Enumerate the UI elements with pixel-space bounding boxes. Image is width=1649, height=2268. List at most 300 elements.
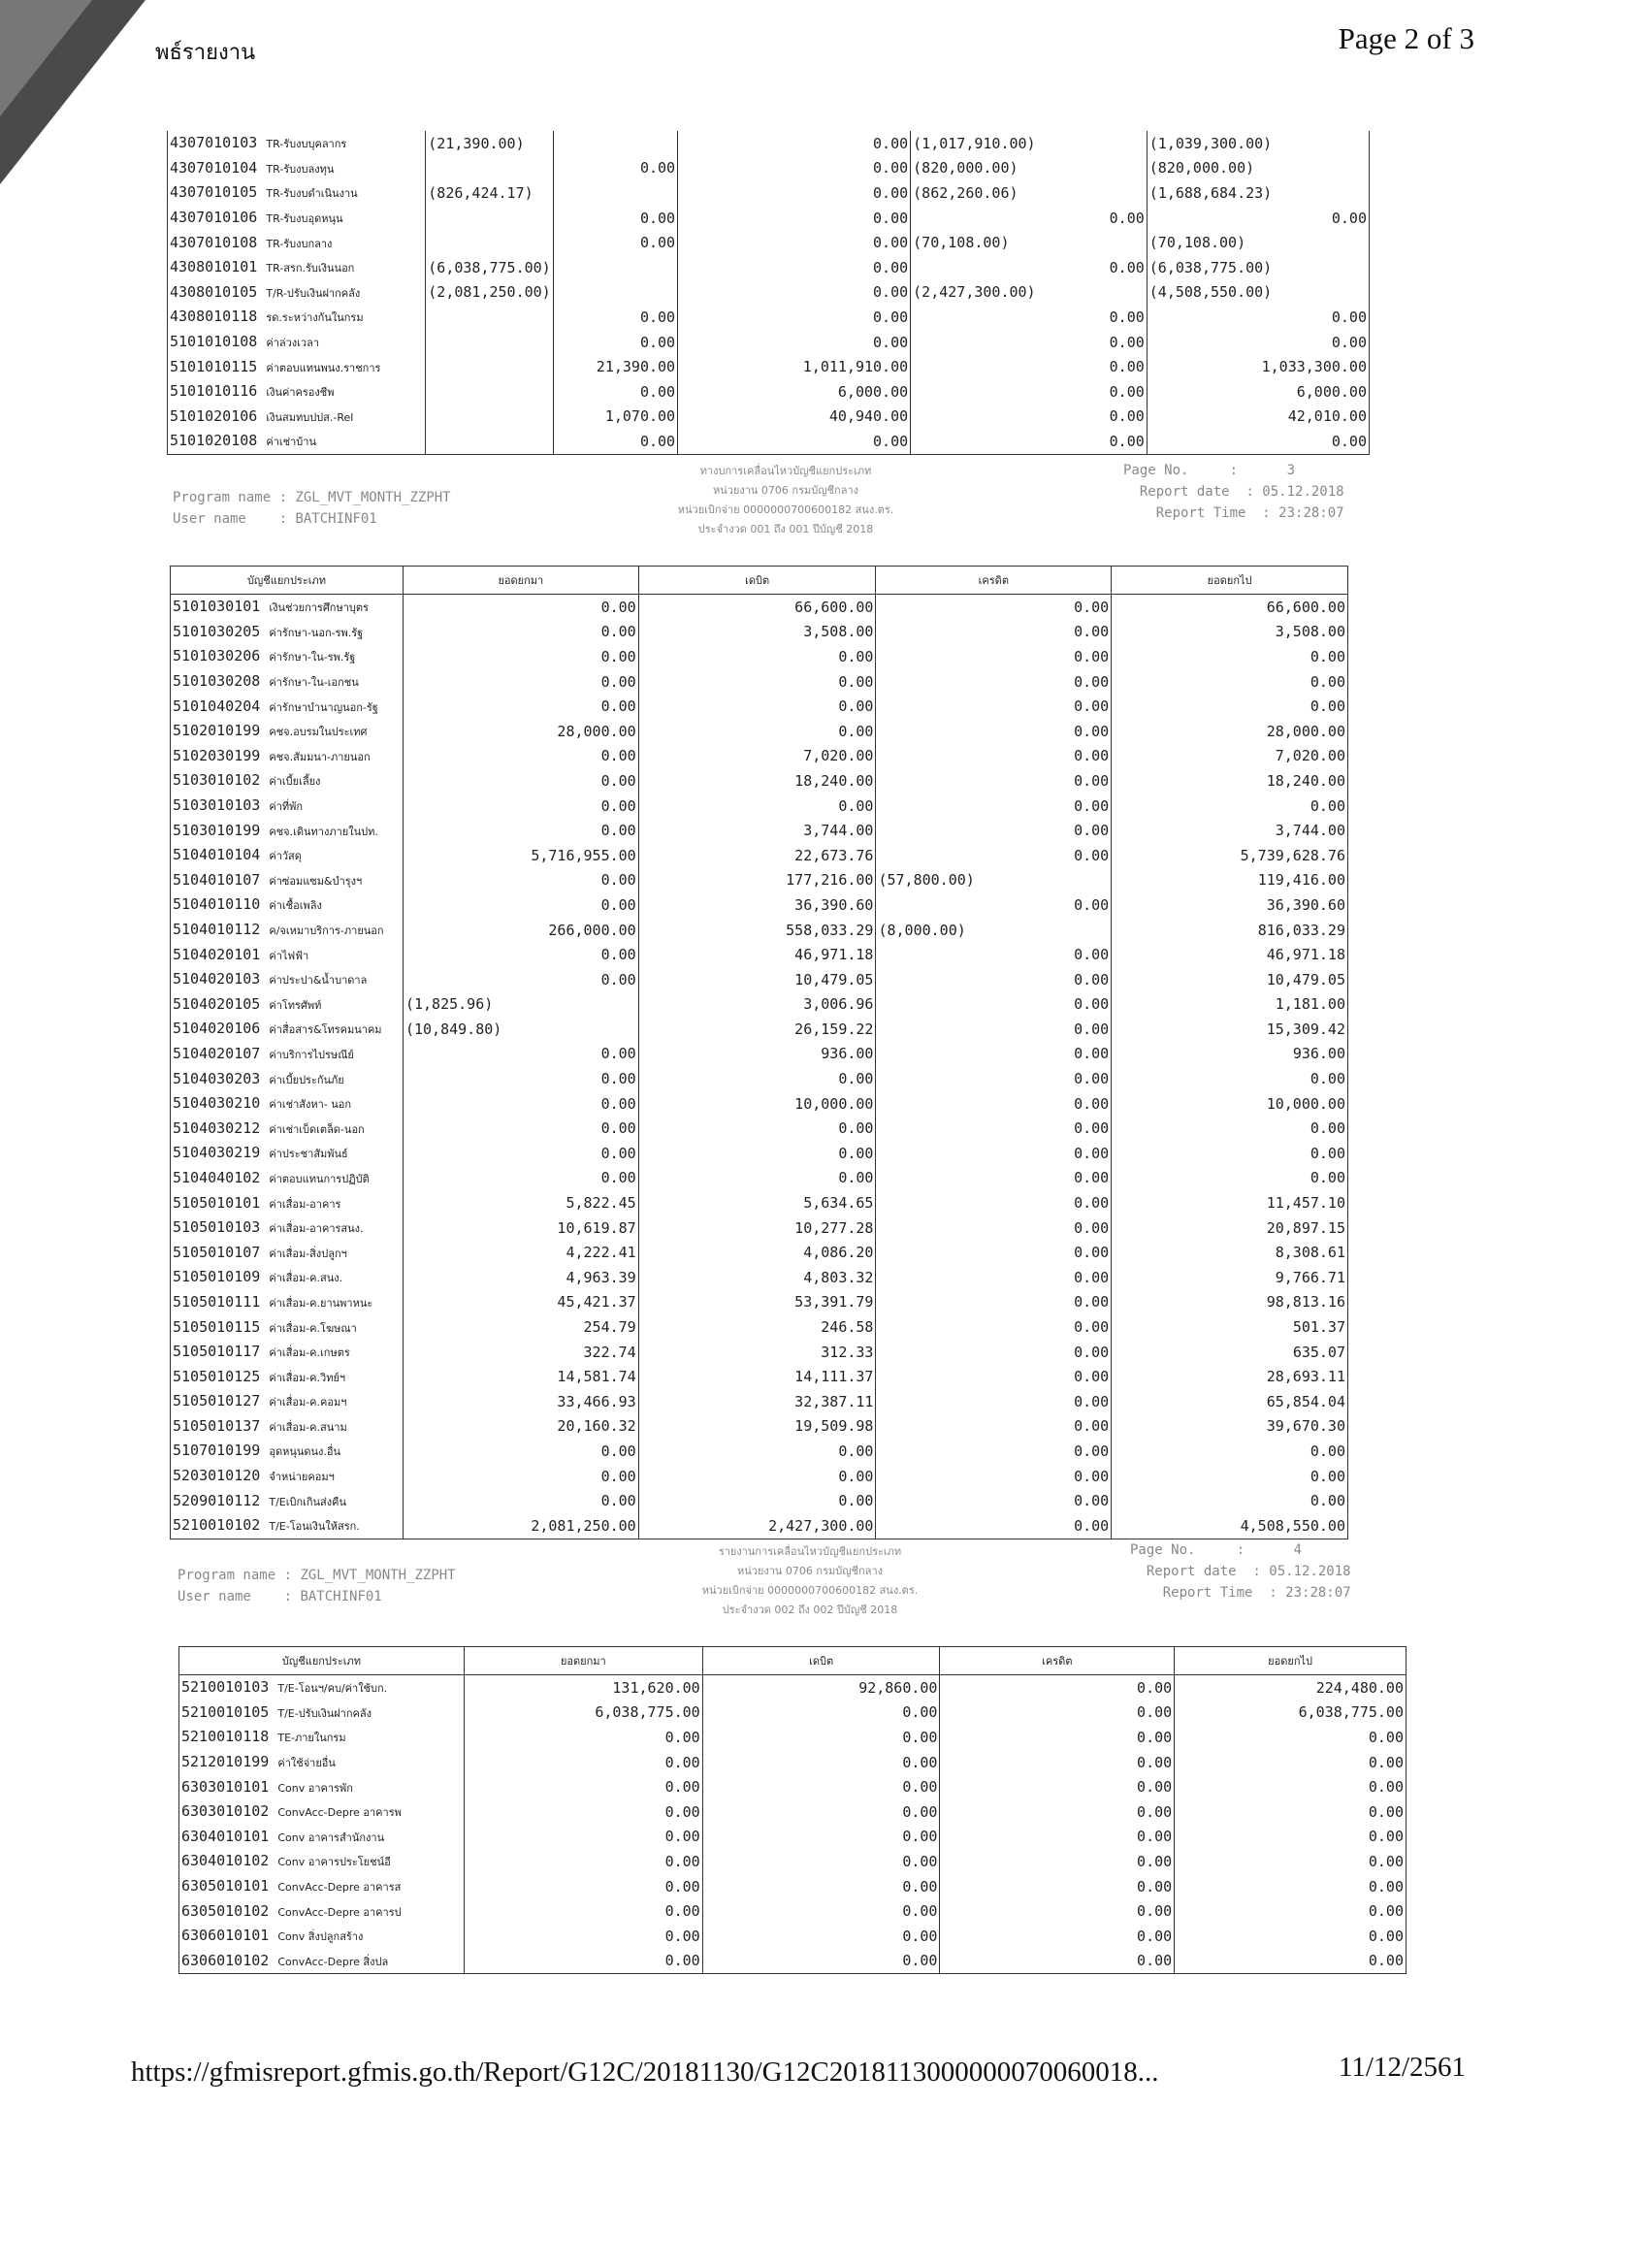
- debit-cell-value: 7,020.00: [803, 747, 874, 765]
- carried-forward-cell: [1112, 1364, 1348, 1389]
- credit-cell: [876, 942, 1112, 967]
- debit-cell-value: 0.00: [873, 234, 909, 252]
- account-code: 5105010137: [173, 1416, 261, 1435]
- account-name: ค่าซ่อมแซม&บำรุงฯ: [269, 874, 363, 888]
- carried-forward-cell: [1112, 1314, 1348, 1340]
- debit-cell-value: 0.00: [873, 134, 909, 152]
- balance-forward-cell: [403, 1141, 638, 1166]
- account-name: ค่าเสื่อม-ค.สนาม: [269, 1420, 347, 1434]
- table-row: [179, 1949, 1406, 1974]
- carried-forward-cell-value: 11,457.10: [1266, 1194, 1345, 1213]
- carried-forward-cell-value: (1,039,300.00): [1148, 134, 1273, 152]
- report-date-label: Report date: [1139, 484, 1230, 500]
- report-title: พธ์รายงาน: [155, 41, 256, 65]
- carried-forward-cell-value: 0.00: [1310, 796, 1345, 815]
- agency-line: หน่วยงาน 0706 กรมบัญชีกลาง: [736, 1565, 884, 1577]
- balance-forward-cell-value: 0.00: [639, 333, 676, 351]
- credit-cell-value: 0.00: [1074, 970, 1110, 988]
- debit-cell-value: 0.00: [838, 697, 874, 716]
- account-name: อุดหนุนดนง.อื่น: [269, 1445, 341, 1459]
- account-name: TR-รับงบกลาง: [266, 237, 333, 250]
- debit-cell: [702, 1874, 940, 1899]
- carried-forward-cell: [1147, 305, 1369, 330]
- carried-forward-cell: [1112, 1265, 1348, 1290]
- account-code: 5101030206: [173, 647, 261, 665]
- balance-forward-negative-cell: [426, 429, 553, 454]
- account-code: 5104010112: [173, 921, 261, 939]
- debit-cell: [702, 1924, 940, 1949]
- carried-forward-cell: [1175, 1799, 1406, 1825]
- table-row: [171, 1240, 1348, 1265]
- report-heading: ทางบการเคลื่อนไหวบัญชีแยกประเภท: [699, 465, 872, 477]
- debit-cell: [638, 1439, 876, 1464]
- account-name: ค่าเสื่อม-อาคารสนง.: [269, 1222, 364, 1236]
- carried-forward-cell: [1112, 967, 1348, 992]
- carried-forward-cell-value: 9,766.71: [1275, 1268, 1345, 1286]
- table-row: [171, 1190, 1348, 1215]
- debit-cell-value: 177,216.00: [786, 871, 874, 890]
- balance-forward-cell: [403, 1464, 638, 1489]
- debit-cell: [638, 967, 876, 992]
- debit-cell-value: 0.00: [902, 1778, 938, 1797]
- debit-cell: [678, 305, 911, 330]
- carried-forward-cell-value: 635.07: [1292, 1343, 1345, 1361]
- debit-cell-value: 0.00: [838, 1467, 874, 1485]
- debit-cell: [638, 1141, 876, 1166]
- carried-forward-cell: [1147, 131, 1369, 156]
- credit-cell: [876, 694, 1112, 719]
- table-row: [171, 868, 1348, 893]
- account-cell: [168, 230, 426, 255]
- account-name: ค่าล่วงเวลา: [266, 337, 320, 350]
- credit-cell: [940, 1825, 1175, 1850]
- account-cell: [179, 1874, 465, 1899]
- balance-forward-negative-cell: [426, 230, 553, 255]
- account-name: TR-รับงบดำเนินงาน: [266, 187, 358, 201]
- credit-cell-value: 0.00: [1074, 1244, 1110, 1262]
- balance-forward-cell-value: 0.00: [639, 234, 676, 252]
- debit-cell-value: 6,000.00: [837, 382, 909, 401]
- account-code: 5101020108: [170, 432, 258, 450]
- table-row: [171, 1066, 1348, 1091]
- carried-forward-cell: [1175, 1898, 1406, 1924]
- account-name: ค่าสื่อสาร&โทรคมนาคม: [269, 1023, 382, 1037]
- balance-forward-negative-cell: [426, 206, 553, 231]
- credit-cell-value: 0.00: [1074, 895, 1110, 914]
- credit-cell-value: 0.00: [1074, 1218, 1110, 1237]
- debit-cell: [638, 1488, 876, 1513]
- report-time-label: Report Time: [1162, 1585, 1253, 1601]
- balance-forward-cell-value: 0.00: [600, 796, 636, 815]
- carried-forward-cell: [1112, 669, 1348, 695]
- account-cell: [179, 1849, 465, 1874]
- credit-cell: [940, 1898, 1175, 1924]
- credit-cell: [876, 868, 1112, 893]
- credit-cell-value: (8,000.00): [878, 921, 966, 939]
- debit-cell-value: 1,011,910.00: [802, 358, 909, 376]
- credit-cell-value: 0.00: [1074, 598, 1110, 616]
- table-row: [171, 1141, 1348, 1166]
- balance-forward-cell: [403, 595, 638, 620]
- debit-cell-value: 53,391.79: [794, 1293, 874, 1312]
- debit-cell: [702, 1898, 940, 1924]
- credit-cell-value: 0.00: [1074, 1442, 1110, 1460]
- balance-forward-cell: [403, 1166, 638, 1191]
- account-code: 5105010125: [173, 1367, 261, 1385]
- debit-cell-value: 0.00: [838, 1070, 874, 1088]
- credit-cell: [876, 1042, 1112, 1067]
- credit-cell-value: 0.00: [1109, 333, 1145, 351]
- balance-forward-cell-value: 0.00: [600, 623, 636, 641]
- balance-forward-cell: [403, 1240, 638, 1265]
- report-meta-center: [621, 462, 951, 539]
- account-code: 5105010115: [173, 1317, 261, 1336]
- debit-cell-value: 0.00: [902, 1952, 938, 1970]
- balance-forward-cell-value: 0.00: [600, 672, 636, 691]
- balance-forward-cell: [464, 1874, 702, 1899]
- account-code: 5101020106: [170, 406, 258, 425]
- account-name: ค่าโทรศัพท์: [269, 998, 322, 1012]
- account-name: T/E-ปรับเงินฝากคลัง: [277, 1706, 372, 1720]
- balance-forward-cell-value: 20,160.32: [557, 1417, 636, 1436]
- balance-forward-cell: [553, 405, 677, 430]
- credit-cell: [940, 1949, 1175, 1974]
- account-code: 5101010116: [170, 382, 258, 401]
- account-name: คชจ.สัมมนา-ภายนอก: [269, 750, 371, 763]
- table-row: [168, 206, 1370, 231]
- debit-cell: [678, 180, 911, 206]
- balance-forward-cell: [403, 967, 638, 992]
- table-row: [168, 255, 1370, 280]
- balance-forward-cell-value: 0.00: [600, 647, 636, 665]
- credit-cell: [940, 1874, 1175, 1899]
- account-cell: [171, 868, 404, 893]
- credit-cell: [876, 1240, 1112, 1265]
- credit-cell-value: 0.00: [1074, 771, 1110, 790]
- credit-cell: [911, 429, 1148, 454]
- column-header: บัญชีแยกประเภท: [179, 1647, 465, 1675]
- balance-forward-cell: [403, 1215, 638, 1241]
- credit-cell: [876, 1314, 1112, 1340]
- balance-forward-cell-value: 0.00: [639, 382, 676, 401]
- account-code: 5105010127: [173, 1392, 261, 1410]
- carried-forward-cell: [1175, 1874, 1406, 1899]
- account-cell: [168, 354, 426, 379]
- balance-forward-cell: [464, 1725, 702, 1750]
- balance-forward-cell-value: 0.00: [664, 1802, 700, 1821]
- column-header: ยอดยกไป: [1112, 567, 1348, 595]
- balance-forward-cell: [403, 918, 638, 943]
- balance-forward-cell: [464, 1675, 702, 1701]
- debit-cell: [638, 1340, 876, 1365]
- credit-cell: [876, 1414, 1112, 1440]
- debit-cell-value: 26,159.22: [794, 1020, 874, 1038]
- credit-cell-value: 0.00: [1074, 1343, 1110, 1361]
- balance-forward-cell: [553, 230, 677, 255]
- carried-forward-cell: [1147, 354, 1369, 379]
- table-header-row: [171, 567, 1348, 595]
- balance-forward-cell-value: 131,620.00: [612, 1678, 700, 1697]
- debit-cell-value: 0.00: [838, 796, 874, 815]
- account-name: ค่าเบี้ยเลี้ยง: [269, 775, 321, 789]
- debit-cell: [638, 719, 876, 744]
- credit-cell: [876, 1091, 1112, 1117]
- account-cell: [179, 1949, 465, 1974]
- debit-cell-value: 0.00: [902, 1802, 938, 1821]
- account-code: 5104030210: [173, 1094, 261, 1113]
- credit-cell-value: 0.00: [1074, 1318, 1110, 1337]
- debit-cell: [638, 1389, 876, 1414]
- account-code: 4308010105: [170, 282, 258, 301]
- ledger-table-page5: [178, 1646, 1406, 1974]
- account-name: ค่าที่พัก: [269, 800, 304, 814]
- credit-cell-value: 0.00: [1074, 846, 1110, 864]
- credit-cell-value: 0.00: [1074, 946, 1110, 964]
- account-name: T/E-โอนฯ/คบ/ค่าใช้บก.: [277, 1682, 388, 1696]
- table-row: [179, 1825, 1406, 1850]
- table-row: [171, 1166, 1348, 1191]
- credit-cell: [940, 1849, 1175, 1874]
- balance-forward-cell-value: 0.00: [664, 1877, 700, 1895]
- account-name: เงินค่าครองชีพ: [266, 386, 335, 400]
- credit-cell-value: 0.00: [1109, 407, 1145, 426]
- account-name: ค่าประชาสัมพันธ์: [269, 1148, 348, 1161]
- table-row: [179, 1898, 1406, 1924]
- credit-cell-value: 0.00: [1074, 1144, 1110, 1162]
- credit-cell-value: 0.00: [1074, 1194, 1110, 1213]
- credit-cell: [940, 1799, 1175, 1825]
- account-code: 5104030219: [173, 1144, 261, 1162]
- column-header: ยอดยกมา: [403, 567, 638, 595]
- user-name-label: User name: [178, 1589, 251, 1604]
- balance-forward-cell-value: 0.00: [600, 1144, 636, 1162]
- table-row: [171, 1265, 1348, 1290]
- account-code: 5203010120: [173, 1467, 261, 1485]
- credit-cell-value: 0.00: [1137, 1902, 1173, 1921]
- carried-forward-cell-value: 1,033,300.00: [1261, 358, 1367, 376]
- credit-cell: [876, 1290, 1112, 1315]
- account-code: 5105010109: [173, 1268, 261, 1286]
- credit-cell: [876, 669, 1112, 695]
- carried-forward-cell-value: 98,813.16: [1266, 1293, 1345, 1312]
- account-cell: [171, 1017, 404, 1042]
- agency-line: หน่วยงาน 0706 กรมบัญชีกลาง: [712, 484, 859, 497]
- debit-cell-value: 0.00: [873, 183, 909, 202]
- account-name: เงินสมทบปปส.-Rel: [266, 410, 354, 424]
- account-code: 5101010115: [170, 357, 258, 375]
- debit-cell-value: 0.00: [902, 1902, 938, 1921]
- account-name: ค่าเสื่อม-ค.คอมฯ: [269, 1396, 347, 1409]
- credit-cell-value: 0.00: [1137, 1728, 1173, 1746]
- account-cell: [171, 1190, 404, 1215]
- account-code: 5103010199: [173, 821, 261, 839]
- account-name: ค่าบริการไปรษณีย์: [269, 1048, 354, 1061]
- table-row: [171, 620, 1348, 645]
- account-code: 5104010107: [173, 870, 261, 889]
- debit-cell-value: 558,033.29: [786, 921, 874, 939]
- credit-cell-value: 0.00: [1074, 1417, 1110, 1436]
- carried-forward-cell: [1147, 180, 1369, 206]
- balance-forward-cell-value: 0.00: [639, 159, 676, 178]
- account-cell: [171, 794, 404, 819]
- debit-cell: [638, 843, 876, 868]
- carried-forward-cell-value: 0.00: [1368, 1877, 1404, 1895]
- balance-forward-cell-value: (10,849.80): [404, 1020, 502, 1038]
- account-name: TR-รับงบอุดหนุน: [266, 212, 343, 226]
- balance-forward-cell: [553, 180, 677, 206]
- debit-cell: [638, 794, 876, 819]
- table-row: [168, 180, 1370, 206]
- table-row: [168, 230, 1370, 255]
- credit-cell-value: 0.00: [1137, 1678, 1173, 1697]
- credit-cell: [911, 280, 1148, 306]
- carried-forward-cell-value: 0.00: [1310, 647, 1345, 665]
- carried-forward-cell-value: 0.00: [1368, 1778, 1404, 1797]
- credit-cell: [911, 305, 1148, 330]
- balance-forward-cell: [464, 1701, 702, 1726]
- credit-cell: [876, 1017, 1112, 1042]
- balance-forward-negative-cell: [426, 405, 553, 430]
- account-name: ค่าเบี้ยประกันภัย: [269, 1073, 344, 1086]
- account-name: ค่าเช่าสังหา- นอก: [269, 1098, 352, 1112]
- carried-forward-cell: [1112, 1066, 1348, 1091]
- balance-forward-cell: [403, 1414, 638, 1440]
- debit-cell: [638, 1414, 876, 1440]
- account-cell: [171, 1488, 404, 1513]
- balance-forward-cell-value: 0.00: [600, 1094, 636, 1113]
- credit-cell: [940, 1750, 1175, 1775]
- table-row: [171, 843, 1348, 868]
- debit-cell: [702, 1774, 940, 1799]
- account-cell: [171, 694, 404, 719]
- column-header: เดบิต: [702, 1647, 940, 1675]
- credit-cell-value: 0.00: [1109, 209, 1145, 227]
- account-code: 5209010112: [173, 1491, 261, 1509]
- credit-cell-value: 0.00: [1074, 647, 1110, 665]
- debit-cell: [678, 255, 911, 280]
- balance-forward-cell-value: 0.00: [600, 822, 636, 840]
- credit-cell-value: 0.00: [1074, 1492, 1110, 1510]
- debit-cell-value: 40,940.00: [828, 407, 909, 426]
- balance-forward-cell-value: 0.00: [639, 209, 676, 227]
- credit-cell-value: 0.00: [1074, 1516, 1110, 1535]
- credit-cell: [940, 1924, 1175, 1949]
- account-cell: [171, 1340, 404, 1365]
- carried-forward-cell-value: 0.00: [1368, 1728, 1404, 1746]
- carried-forward-cell: [1112, 892, 1348, 918]
- credit-cell-value: 0.00: [1074, 822, 1110, 840]
- carried-forward-cell-value: 65,854.04: [1266, 1392, 1345, 1410]
- carried-forward-cell-value: 0.00: [1310, 697, 1345, 716]
- account-cell: [171, 719, 404, 744]
- balance-forward-cell: [403, 719, 638, 744]
- balance-forward-cell-value: 0.00: [664, 1828, 700, 1846]
- period-line: ประจำงวด 001 ถึง 001 ปีบัญชี 2018: [697, 523, 874, 535]
- column-header: เครดิต: [940, 1647, 1175, 1675]
- table-header-row: [179, 1647, 1406, 1675]
- account-cell: [168, 330, 426, 355]
- account-cell: [168, 379, 426, 405]
- account-name: TE-ภายในกรม: [277, 1732, 346, 1745]
- report-meta-right: Page No. : 3 Report date : 05.12.2018 Report Time : 23:28:07: [1123, 463, 1344, 521]
- balance-forward-cell: [553, 280, 677, 306]
- account-name: ค่าวัสดุ: [269, 850, 302, 863]
- credit-cell-value: 0.00: [1074, 747, 1110, 765]
- carried-forward-cell: [1112, 1488, 1348, 1513]
- credit-cell-value: 0.00: [1109, 358, 1145, 376]
- balance-forward-cell-value: 1,070.00: [604, 407, 676, 426]
- ledger-table-page4: [170, 566, 1348, 1539]
- carried-forward-cell: [1112, 942, 1348, 967]
- debit-cell: [638, 595, 876, 620]
- balance-forward-cell-value: 0.00: [600, 1169, 636, 1187]
- carried-forward-cell: [1175, 1774, 1406, 1799]
- debit-cell-value: 0.00: [873, 283, 909, 302]
- table-row: [168, 429, 1370, 454]
- carried-forward-cell-value: 936.00: [1292, 1045, 1345, 1063]
- balance-forward-cell-value: 0.00: [639, 432, 676, 450]
- balance-forward-cell-value: 0.00: [600, 598, 636, 616]
- carried-forward-cell-value: 6,038,775.00: [1298, 1703, 1404, 1722]
- account-cell: [171, 892, 404, 918]
- table-row: [168, 280, 1370, 306]
- carried-forward-cell-value: 0.00: [1310, 1070, 1345, 1088]
- carried-forward-cell-value: 36,390.60: [1266, 895, 1345, 914]
- credit-cell: [876, 918, 1112, 943]
- account-name: T/Eเบิกเกินส่งคืน: [269, 1495, 347, 1508]
- debit-cell: [702, 1799, 940, 1825]
- balance-forward-cell: [403, 1389, 638, 1414]
- table-row: [171, 992, 1348, 1018]
- account-name: TR-รับงบบุคลากร: [266, 138, 347, 151]
- column-header: บัญชีแยกประเภท: [171, 567, 404, 595]
- report-time: 23:28:07: [1278, 505, 1344, 521]
- account-cell: [171, 1389, 404, 1414]
- account-name: ค่าตอบแทนการปฏิบัติ: [269, 1172, 370, 1185]
- table-row: [179, 1675, 1406, 1701]
- account-name: รด.ระหว่างกันในกรม: [266, 311, 364, 325]
- account-cell: [179, 1774, 465, 1799]
- balance-forward-cell-value: 6,038,775.00: [595, 1703, 700, 1722]
- disbursement-unit-line: หน่วยเบิกจ่าย 0000000700600182 สนง.ตร.: [701, 1584, 919, 1597]
- account-cell: [171, 1042, 404, 1067]
- credit-cell: [876, 1464, 1112, 1489]
- account-cell: [168, 405, 426, 430]
- carried-forward-cell-value: 0.00: [1368, 1927, 1404, 1945]
- debit-cell: [678, 156, 911, 181]
- balance-forward-cell: [464, 1799, 702, 1825]
- credit-cell: [876, 1265, 1112, 1290]
- account-code: 5104040102: [173, 1168, 261, 1186]
- debit-cell-value: 10,479.05: [794, 970, 874, 988]
- table-row: [171, 942, 1348, 967]
- account-cell: [179, 1924, 465, 1949]
- report-meta-right: Page No. : 4 Report date : 05.12.2018 Report Time : 23:28:07: [1130, 1542, 1351, 1601]
- program-name: ZGL_MVT_MONTH_ZZPHT: [300, 1568, 456, 1583]
- debit-cell-value: 0.00: [902, 1728, 938, 1746]
- balance-forward-cell-value: 45,421.37: [557, 1293, 636, 1312]
- carried-forward-cell-value: 10,479.05: [1266, 970, 1345, 988]
- credit-cell: [940, 1725, 1175, 1750]
- debit-cell: [678, 131, 911, 156]
- balance-forward-cell-value: 5,716,955.00: [531, 846, 636, 864]
- account-name: ค่าเสื่อม-ค.โฆษณา: [269, 1321, 357, 1335]
- carried-forward-cell: [1112, 1340, 1348, 1365]
- account-cell: [171, 1364, 404, 1389]
- account-code: 6306010101: [181, 1927, 270, 1945]
- credit-cell: [911, 131, 1148, 156]
- balance-forward-cell-value: 0.00: [664, 1927, 700, 1945]
